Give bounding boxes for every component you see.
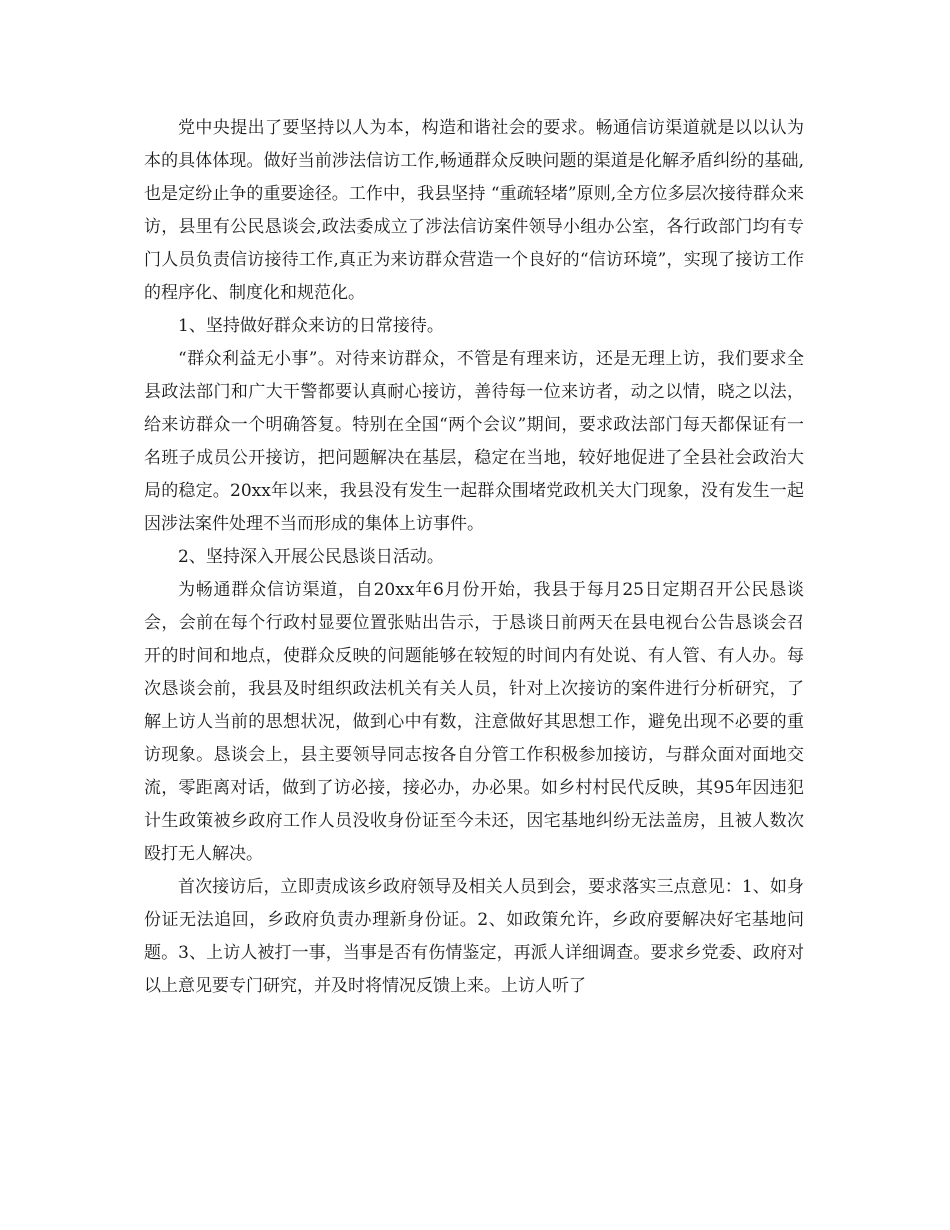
paragraph-daily-reception: “群众利益无小事”。对待来访群众，不管是有理来访，还是无理上访，我们要求全县政法部门和广大干警都要认真耐心接访，善待每一位来访者，动之以情，晓之以法，给来访群众一个明确答复。特别在全国“两个会议”期间，要求政法部门每天都保证有一名班子成员公开接访，把问题解决在基层，稳定在当地，较好地促进了全县社会政治大局的稳定。20xx年以来，我县没有发生一起群众围堵党政机关大门现象，没有发生一起因涉法案件处理不当而形成的集体上访事件。 (144, 349, 804, 534)
document-body (144, 112, 804, 1003)
paragraph-first-visit: 首次接访后，立即责成该乡政府领导及相关人员到会，要求落实三点意见：1、如身份证无法追回，乡政府负责办理新身份证。2、如政策允许，乡政府要解决好宅基地问题。3、上访人被打一事，当事是否有伤情鉴定，再派人详细调查。要求乡党委、政府对以上意见要专门研究，并及时将情况反馈上来。上访人听了 (144, 877, 804, 996)
section-heading-2: 2、坚持深入开展公民恳谈日活动。 (178, 547, 444, 567)
paragraph-citizen-forum: 为畅通群众信访渠道，自20xx年6月份开始，我县于每月25日定期召开公民恳谈会，会前在每个行政村显要位置张贴出告示，于恳谈日前两天在县电视台公告恳谈会召开的时间和地点，使群众反映的问题能够在较短的时间内有处说、有人管、有人办。每次恳谈会前，我县及时组织政法机关有关人员，针对上次接访的案件进行分析研究，了解上访人当前的思想状况，做到心中有数，注意做好其思想工作，避免出现不必要的重访现象。恳谈会上，县主要领导同志按各自分管工作积极参加接访，与群众面对面地交流，零距离对话，做到了访必接，接必办，办必果。如乡村村民代反映，其95年因违犯计生政策被乡政府工作人员没收身份证至今未还，因宅基地纠纷无法盖房，且被人数次殴打无人解决。 (144, 580, 804, 864)
section-heading-1: 1、坚持做好群众来访的日常接待。 (178, 316, 444, 336)
paragraph-intro: 党中央提出了要坚持以人为本，构造和谐社会的要求。畅通信访渠道就是以以认为本的具体体现。做好当前涉法信访工作,畅通群众反映问题的渠道是化解矛盾纠纷的基础,也是定纷止争的重要途径。工作中，我县坚持 “重疏轻堵”原则,全方位多层次接待群众来访，县里有公民恳谈会,政法委成立了涉法信访案件领导小组办公室，各行政部门均有专门人员负责信访接待工作,真正为来访群众营造一个良好的“信访环境”，实现了接访工作的程序化、制度化和规范化。 (144, 118, 804, 303)
